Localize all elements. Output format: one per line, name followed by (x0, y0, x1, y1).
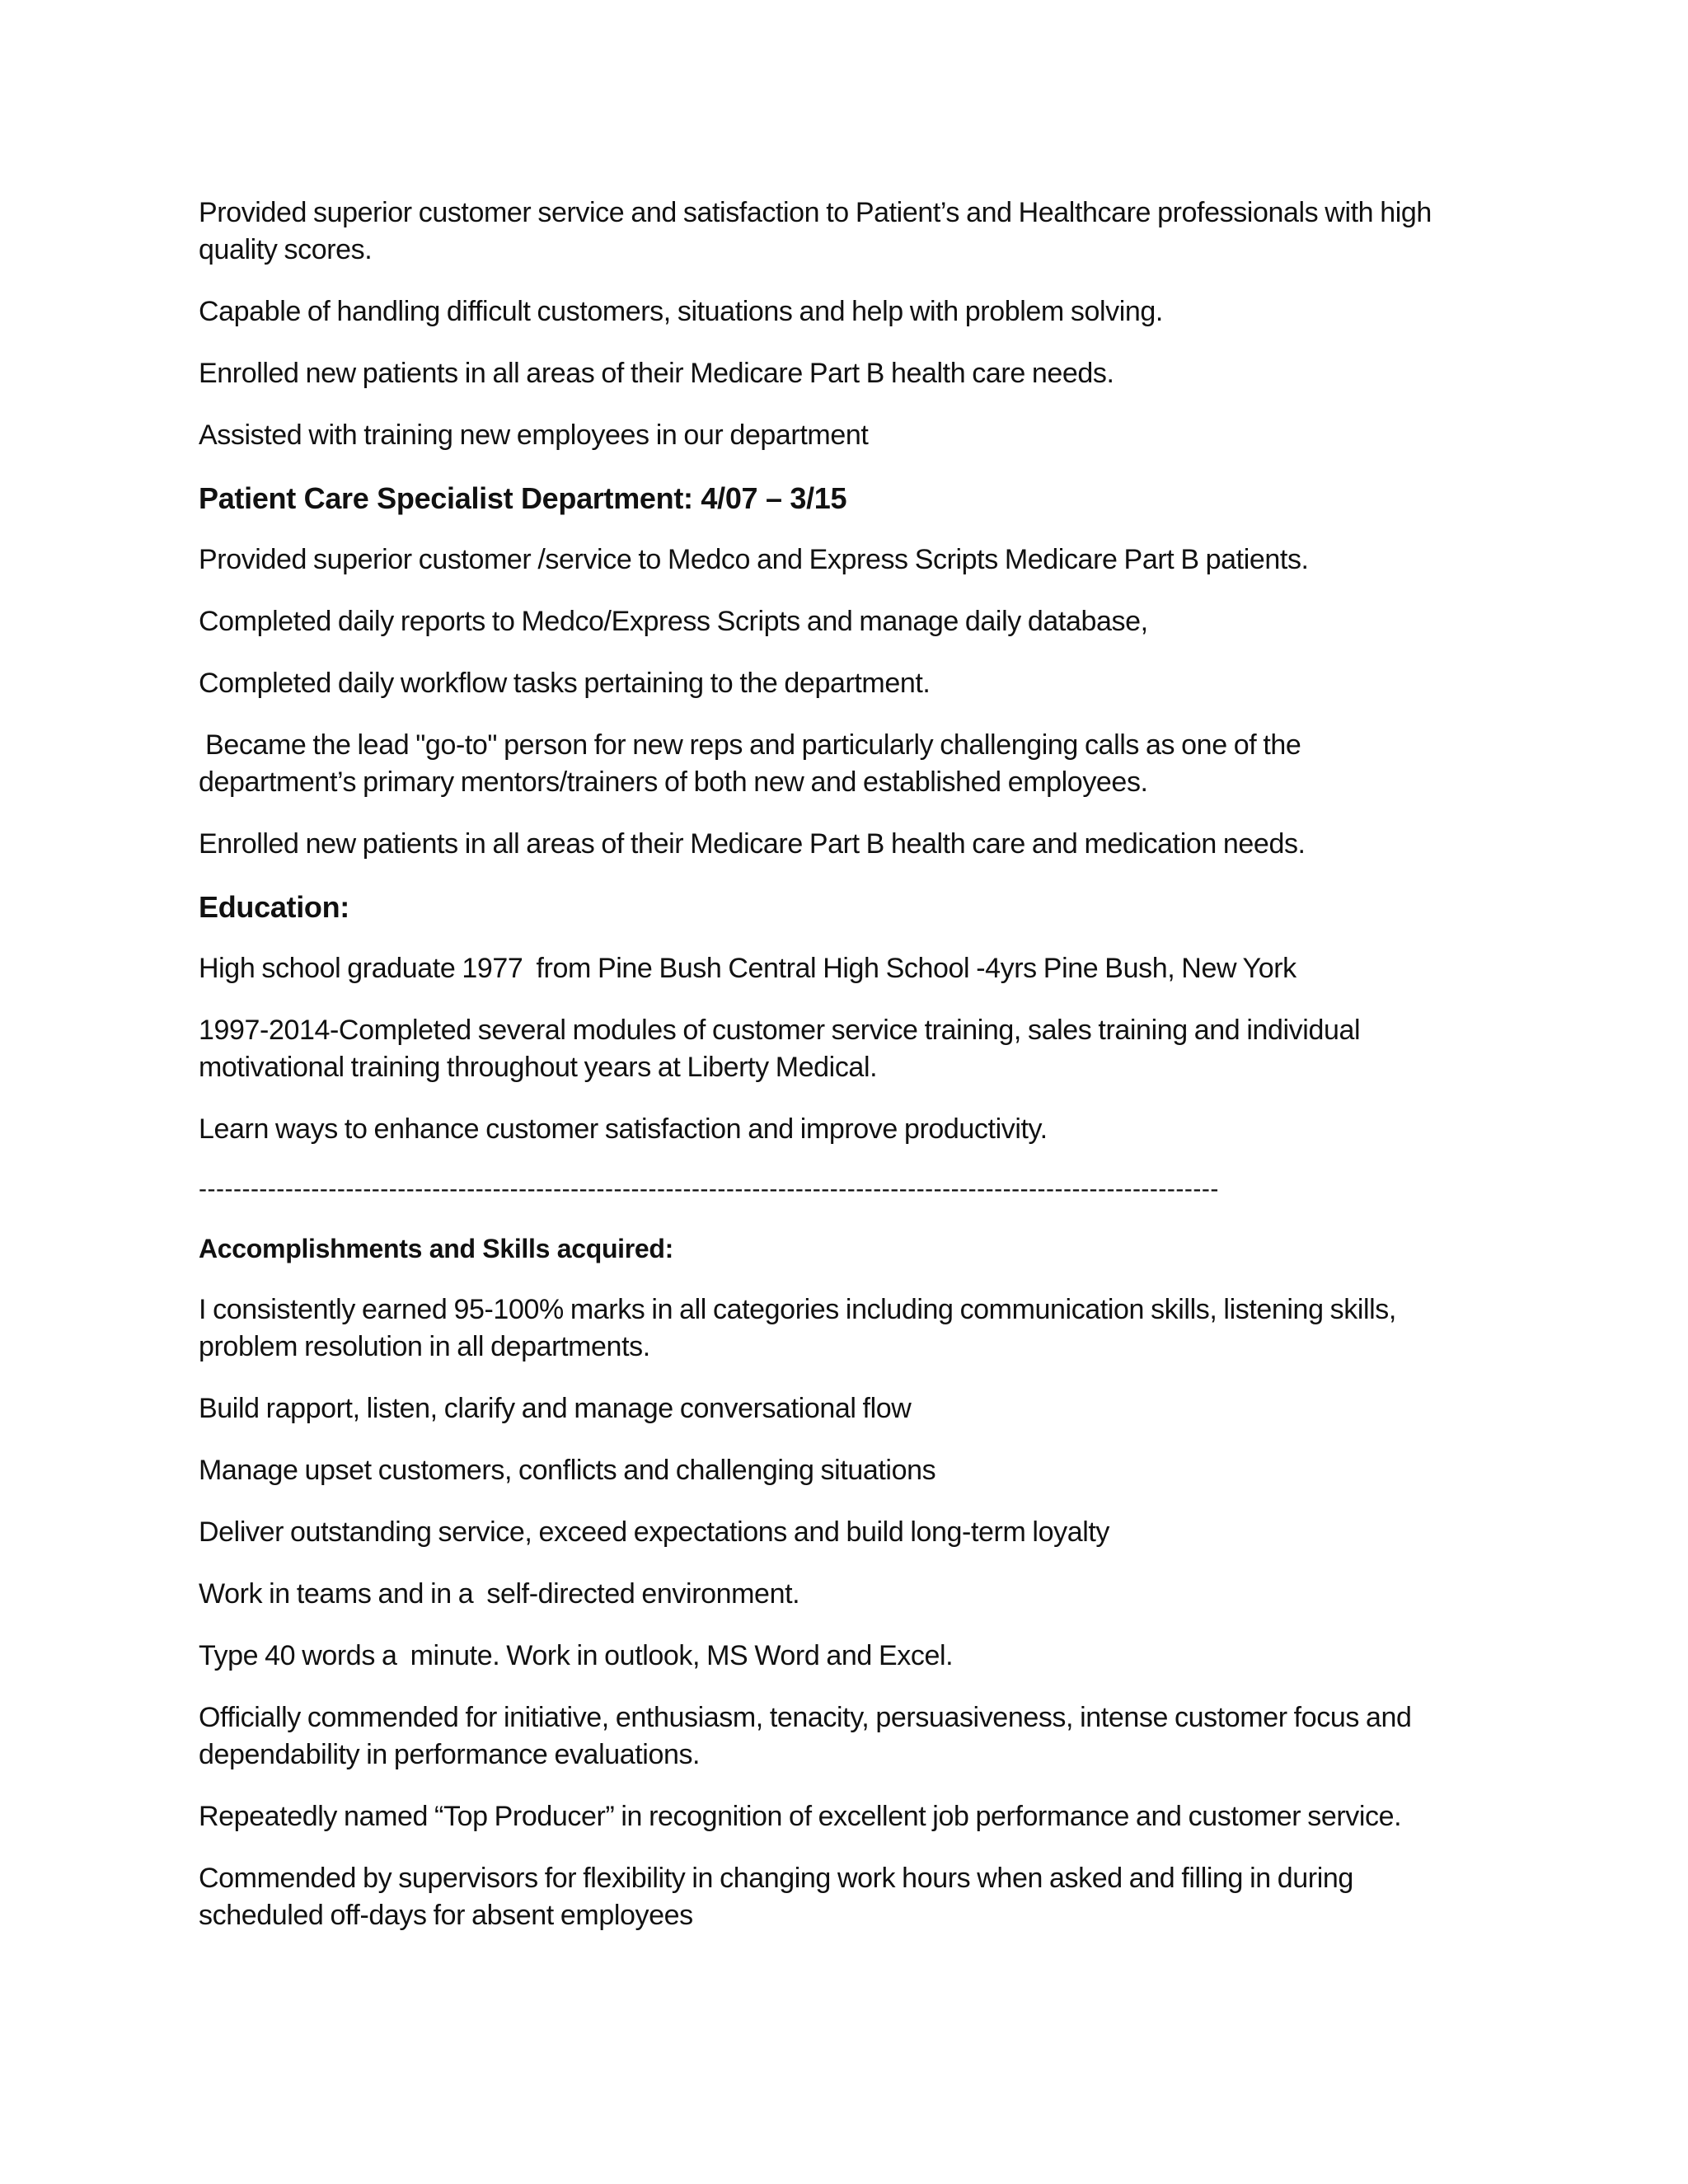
resume-content (199, 194, 1484, 1959)
patient-care-item-3: Completed daily workflow tasks pertaining to the department. (199, 668, 931, 699)
education-heading: Education: (199, 890, 349, 924)
accomplishment-item-5: Work in teams and in a self-directed environment. (199, 1578, 800, 1610)
accomplishment-item-3: Manage upset customers, conflicts and challenging situations (199, 1455, 936, 1486)
accomplishment-item-6: Type 40 words a minute. Work in outlook, MS Word and Excel. (199, 1640, 954, 1671)
accomplishment-item-8: Repeatedly named “Top Producer” in recognition of excellent job performance and customer service. (199, 1801, 1402, 1832)
patient-care-item-5: Enrolled new patients in all areas of their Medicare Part B health care and medication needs. (199, 828, 1306, 860)
accomplishments-heading: Accomplishments and Skills acquired: (199, 1234, 674, 1263)
patient-care-heading: Patient Care Specialist Department: 4/07 – 3/15 (199, 481, 847, 515)
section-divider: ---------------------------------------------------------------------------------------------------------------------- (199, 1175, 1219, 1202)
accomplishment-item-1: I consistently earned 95-100% marks in all categories including communication skills, listening skills, problem resolution in all departments. (199, 1294, 1396, 1362)
intro-item-3: Enrolled new patients in all areas of their Medicare Part B health care needs. (199, 358, 1114, 389)
intro-item-4: Assisted with training new employees in our department (199, 419, 869, 451)
accomplishment-item-2: Build rapport, listen, clarify and manage conversational flow (199, 1393, 912, 1424)
education-item-3: Learn ways to enhance customer satisfaction and improve productivity. (199, 1113, 1048, 1145)
intro-item-1: Provided superior customer service and satisfaction to Patient’s and Healthcare professionals with high quality scores. (199, 197, 1432, 265)
patient-care-item-1: Provided superior customer /service to Medco and Express Scripts Medicare Part B patients. (199, 544, 1309, 575)
education-item-2: 1997-2014-Completed several modules of customer service training, sales training and individual motivational training throughout years at Liberty Medical. (199, 1015, 1361, 1083)
accomplishment-item-7: Officially commended for initiative, enthusiasm, tenacity, persuasiveness, intense customer focus and dependability in performance evaluations. (199, 1702, 1412, 1770)
patient-care-item-2: Completed daily reports to Medco/Express Scripts and manage daily database, (199, 606, 1148, 637)
accomplishment-item-4: Deliver outstanding service, exceed expectations and build long-term loyalty (199, 1516, 1109, 1548)
education-item-1: High school graduate 1977 from Pine Bush Central High School -4yrs Pine Bush, New York (199, 953, 1296, 984)
intro-item-2: Capable of handling difficult customers, situations and help with problem solving. (199, 296, 1163, 327)
patient-care-item-4: Became the lead "go-to" person for new reps and particularly challenging calls as one of the department’s primary mentors/trainers of both new and established employees. (199, 729, 1308, 798)
accomplishment-item-9: Commended by supervisors for flexibility in changing work hours when asked and filling in during scheduled off-days for absent employees (199, 1863, 1353, 1931)
